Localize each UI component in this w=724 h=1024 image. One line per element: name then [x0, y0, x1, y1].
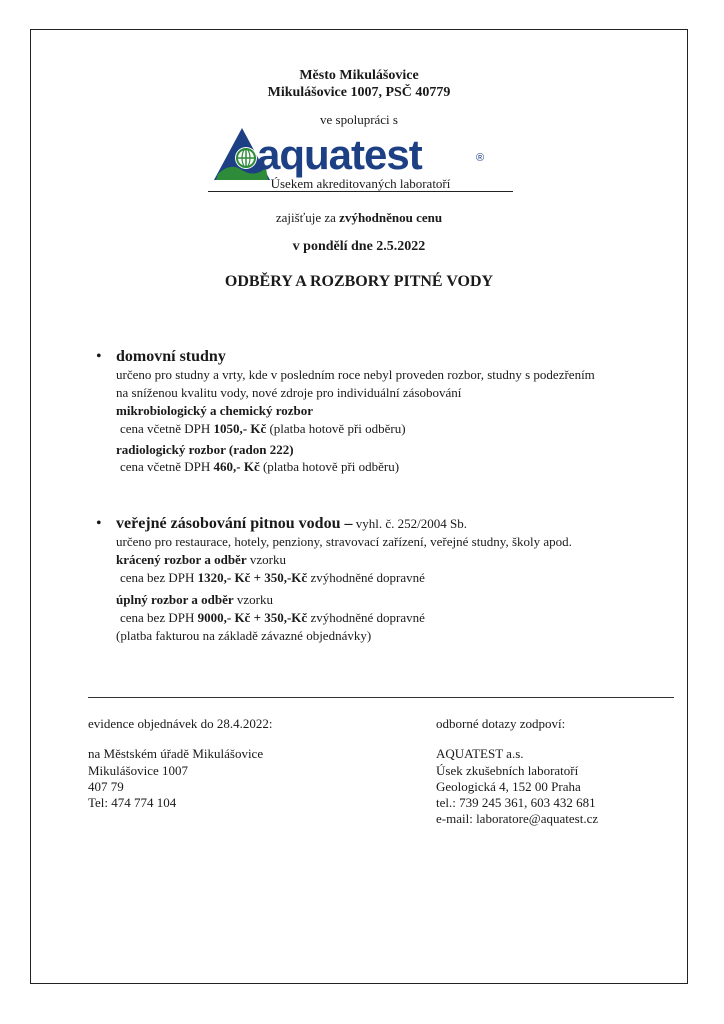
division-text: Úsekem akreditovaných laboratoří	[270, 176, 451, 191]
footer-divider	[88, 697, 674, 698]
intro-line: zajišťuje za zvýhodněnou cenu	[275, 210, 443, 225]
section2-item1-price: cena bez DPH 1320,- Kč + 350,-Kč zvýhodněné dopravné	[120, 570, 425, 585]
footer-left-title: evidence objednávek do 28.4.2022:	[88, 716, 273, 731]
section1-item2-title: radiologický rozbor (radon 222)	[116, 442, 294, 457]
division-underline	[208, 191, 513, 192]
section1-item2-price: cena včetně DPH 460,- Kč (platba hotově při odběru)	[120, 459, 400, 474]
footer-right-line2: Úsek zkušebních laboratoří	[436, 763, 579, 778]
footer-left-line1: na Městském úřadě Mikulášovice	[88, 746, 264, 761]
footer-right-address: Geologická 4, 152 00 Praha	[436, 779, 581, 794]
footer-right-email[interactable]: e-mail: laboratore@aquatest.cz	[436, 811, 599, 826]
bullet-icon: •	[96, 348, 102, 365]
city-address: Mikulášovice 1007, PSČ 40779	[267, 85, 451, 100]
footer-right-title: odborné dotazy zodpoví:	[436, 716, 566, 731]
cooperation-text: ve spolupráci s	[320, 112, 398, 127]
section2-item2-price: cena bez DPH 9000,- Kč + 350,-Kč zvýhodněné dopravné	[120, 610, 425, 625]
footer-left-line2: Mikulášovice 1007	[88, 763, 189, 778]
footer-right-phone: tel.: 739 245 361, 603 432 681	[436, 795, 596, 810]
section1-desc-line2: na sníženou kvalitu vody, nové zdroje pro individuální zásobování	[116, 385, 462, 400]
city-name: Město Mikulášovice	[299, 68, 419, 83]
footer-left-phone: Tel: 474 774 104	[88, 795, 177, 810]
section2-payment-note: (platba fakturou na základě závazné objednávky)	[116, 628, 372, 643]
section2-item2-title: úplný rozbor a odběr vzorku	[116, 592, 273, 607]
date-line: v pondělí dne 2.5.2022	[292, 239, 426, 254]
brand-wordmark: aquatest	[257, 131, 422, 178]
footer-right-company: AQUATEST a.s.	[436, 746, 524, 761]
section2-desc: určeno pro restaurace, hotely, penziony, stravovací zařízení, veřejné studny, školy apod.	[116, 534, 572, 549]
section2-heading: veřejné zásobování pitnou vodou – vyhl. č. 252/2004 Sb.	[116, 515, 467, 532]
section1-item1-price: cena včetně DPH 1050,- Kč (platba hotově při odběru)	[120, 421, 406, 436]
section1-heading: domovní studny	[116, 348, 226, 365]
page-title: ODBĚRY A ROZBORY PITNÉ VODY	[224, 273, 494, 290]
section1-item1-title: mikrobiologický a chemický rozbor	[116, 403, 314, 418]
registered-mark: ®	[476, 152, 485, 164]
footer-left-line3: 407 79	[88, 779, 124, 794]
section2-item1-title: krácený rozbor a odběr vzorku	[116, 552, 286, 567]
section1-desc-line1: určeno pro studny a vrty, kde v posledním roce nebyl proveden rozbor, studny s podezřením	[116, 367, 595, 382]
bullet-icon: •	[96, 515, 102, 532]
